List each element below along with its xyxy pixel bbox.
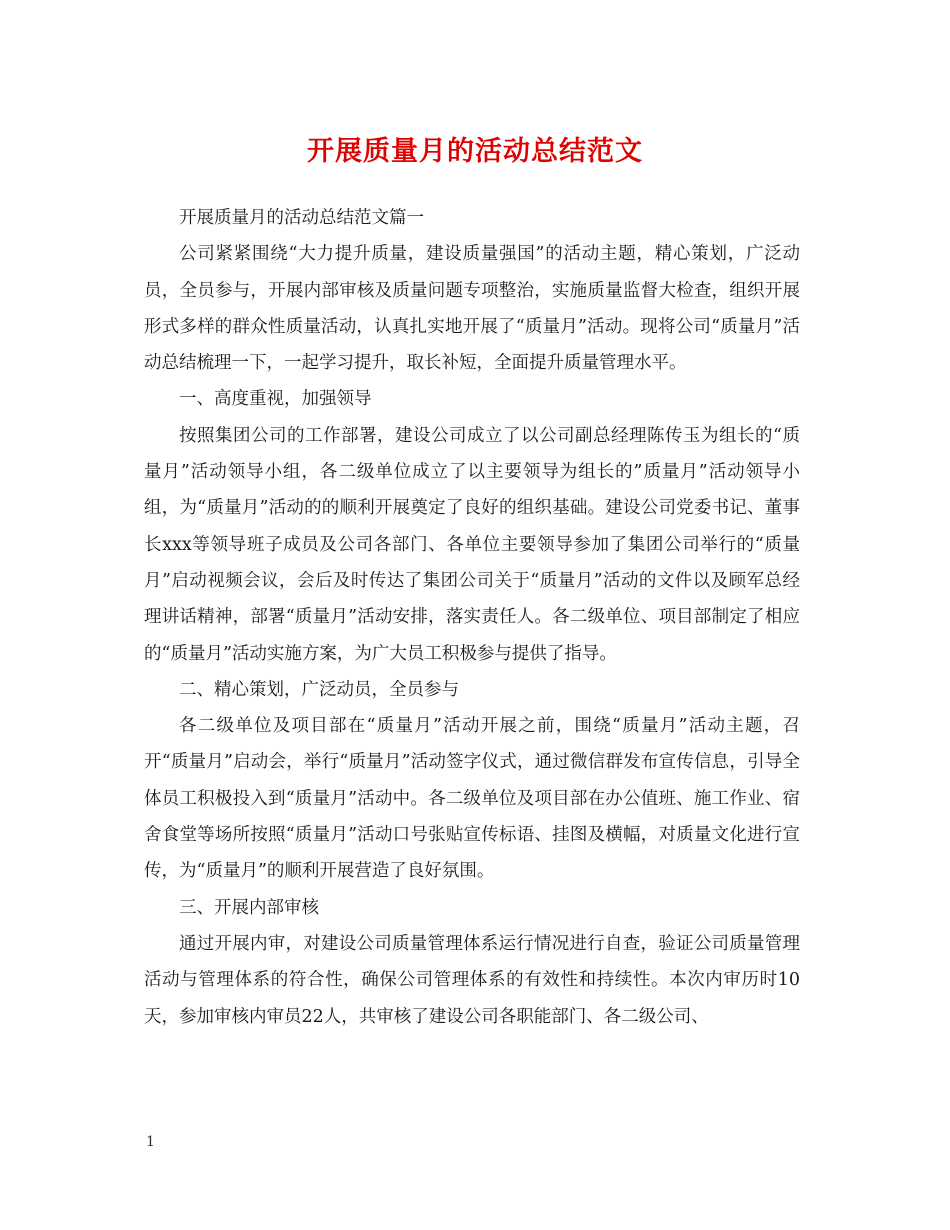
page-number: 1	[146, 1134, 155, 1150]
paragraph-section-1: 按照集团公司的工作部署，建设公司成立了以公司副总经理陈传玉为组长的“质量月”活动领导小组，各二级单位成立了以主要领导为组长的”质量月”活动领导小组，为“质量月”活动的的顺利开展奠定了良好的组织基础。建设公司党委书记、董事长xxx等领导班子成员及公司各部门、各单位主要领导参加了集团公司举行的“质量月”启动视频会议，会后及时传达了集团公司关于“质量月”活动的文件以及顾军总经理讲话精神，部署“质量月”活动安排，落实责任人。各二级单位、项目部制定了相应的“质量月”活动实施方案，为广大员工积极参与提供了指导。	[144, 425, 800, 664]
document-title: 开展质量月的活动总结范文	[307, 136, 643, 167]
paragraph-section-2: 各二级单位及项目部在“质量月”活动开展之前，围绕“质量月”活动主题，召开“质量月”启动会，举行“质量月”活动签字仪式，通过微信群发布宣传信息，引导全体员工积极投入到“质量月”活动中。各二级单位及项目部在办公值班、施工作业、宿舍食堂等场所按照“质量月”活动口号张贴宣传标语、挂图及横幅，对质量文化进行宣传，为“质量月”的顺利开展营造了良好氛围。	[144, 716, 800, 882]
document-body	[144, 200, 800, 1035]
section-heading-2: 二、精心策划，广泛动员，全员参与	[179, 679, 459, 700]
section-heading-3: 三、开展内部审核	[179, 897, 319, 918]
paragraph-intro: 公司紧紧围绕“大力提升质量，建设质量强国”的活动主题，精心策划，广泛动员，全员参与，开展内部审核及质量问题专项整治，实施质量监督大检查，组织开展形式多样的群众性质量活动，认真扎实地开展了“质量月”活动。现将公司“质量月”活动总结梳理一下，一起学习提升，取长补短，全面提升质量管理水平。	[144, 244, 800, 374]
section-heading-1: 一、高度重视，加强领导	[179, 389, 372, 410]
paragraph-subtitle: 开展质量月的活动总结范文篇一	[179, 208, 424, 228]
paragraph-section-3: 通过开展内审，对建设公司质量管理体系运行情况进行自查，验证公司质量管理活动与管理体系的符合性，确保公司管理体系的有效性和持续性。本次内审历时10天，参加审核内审员22人，共审核了建设公司各职能部门、各二级公司、	[144, 933, 800, 1027]
